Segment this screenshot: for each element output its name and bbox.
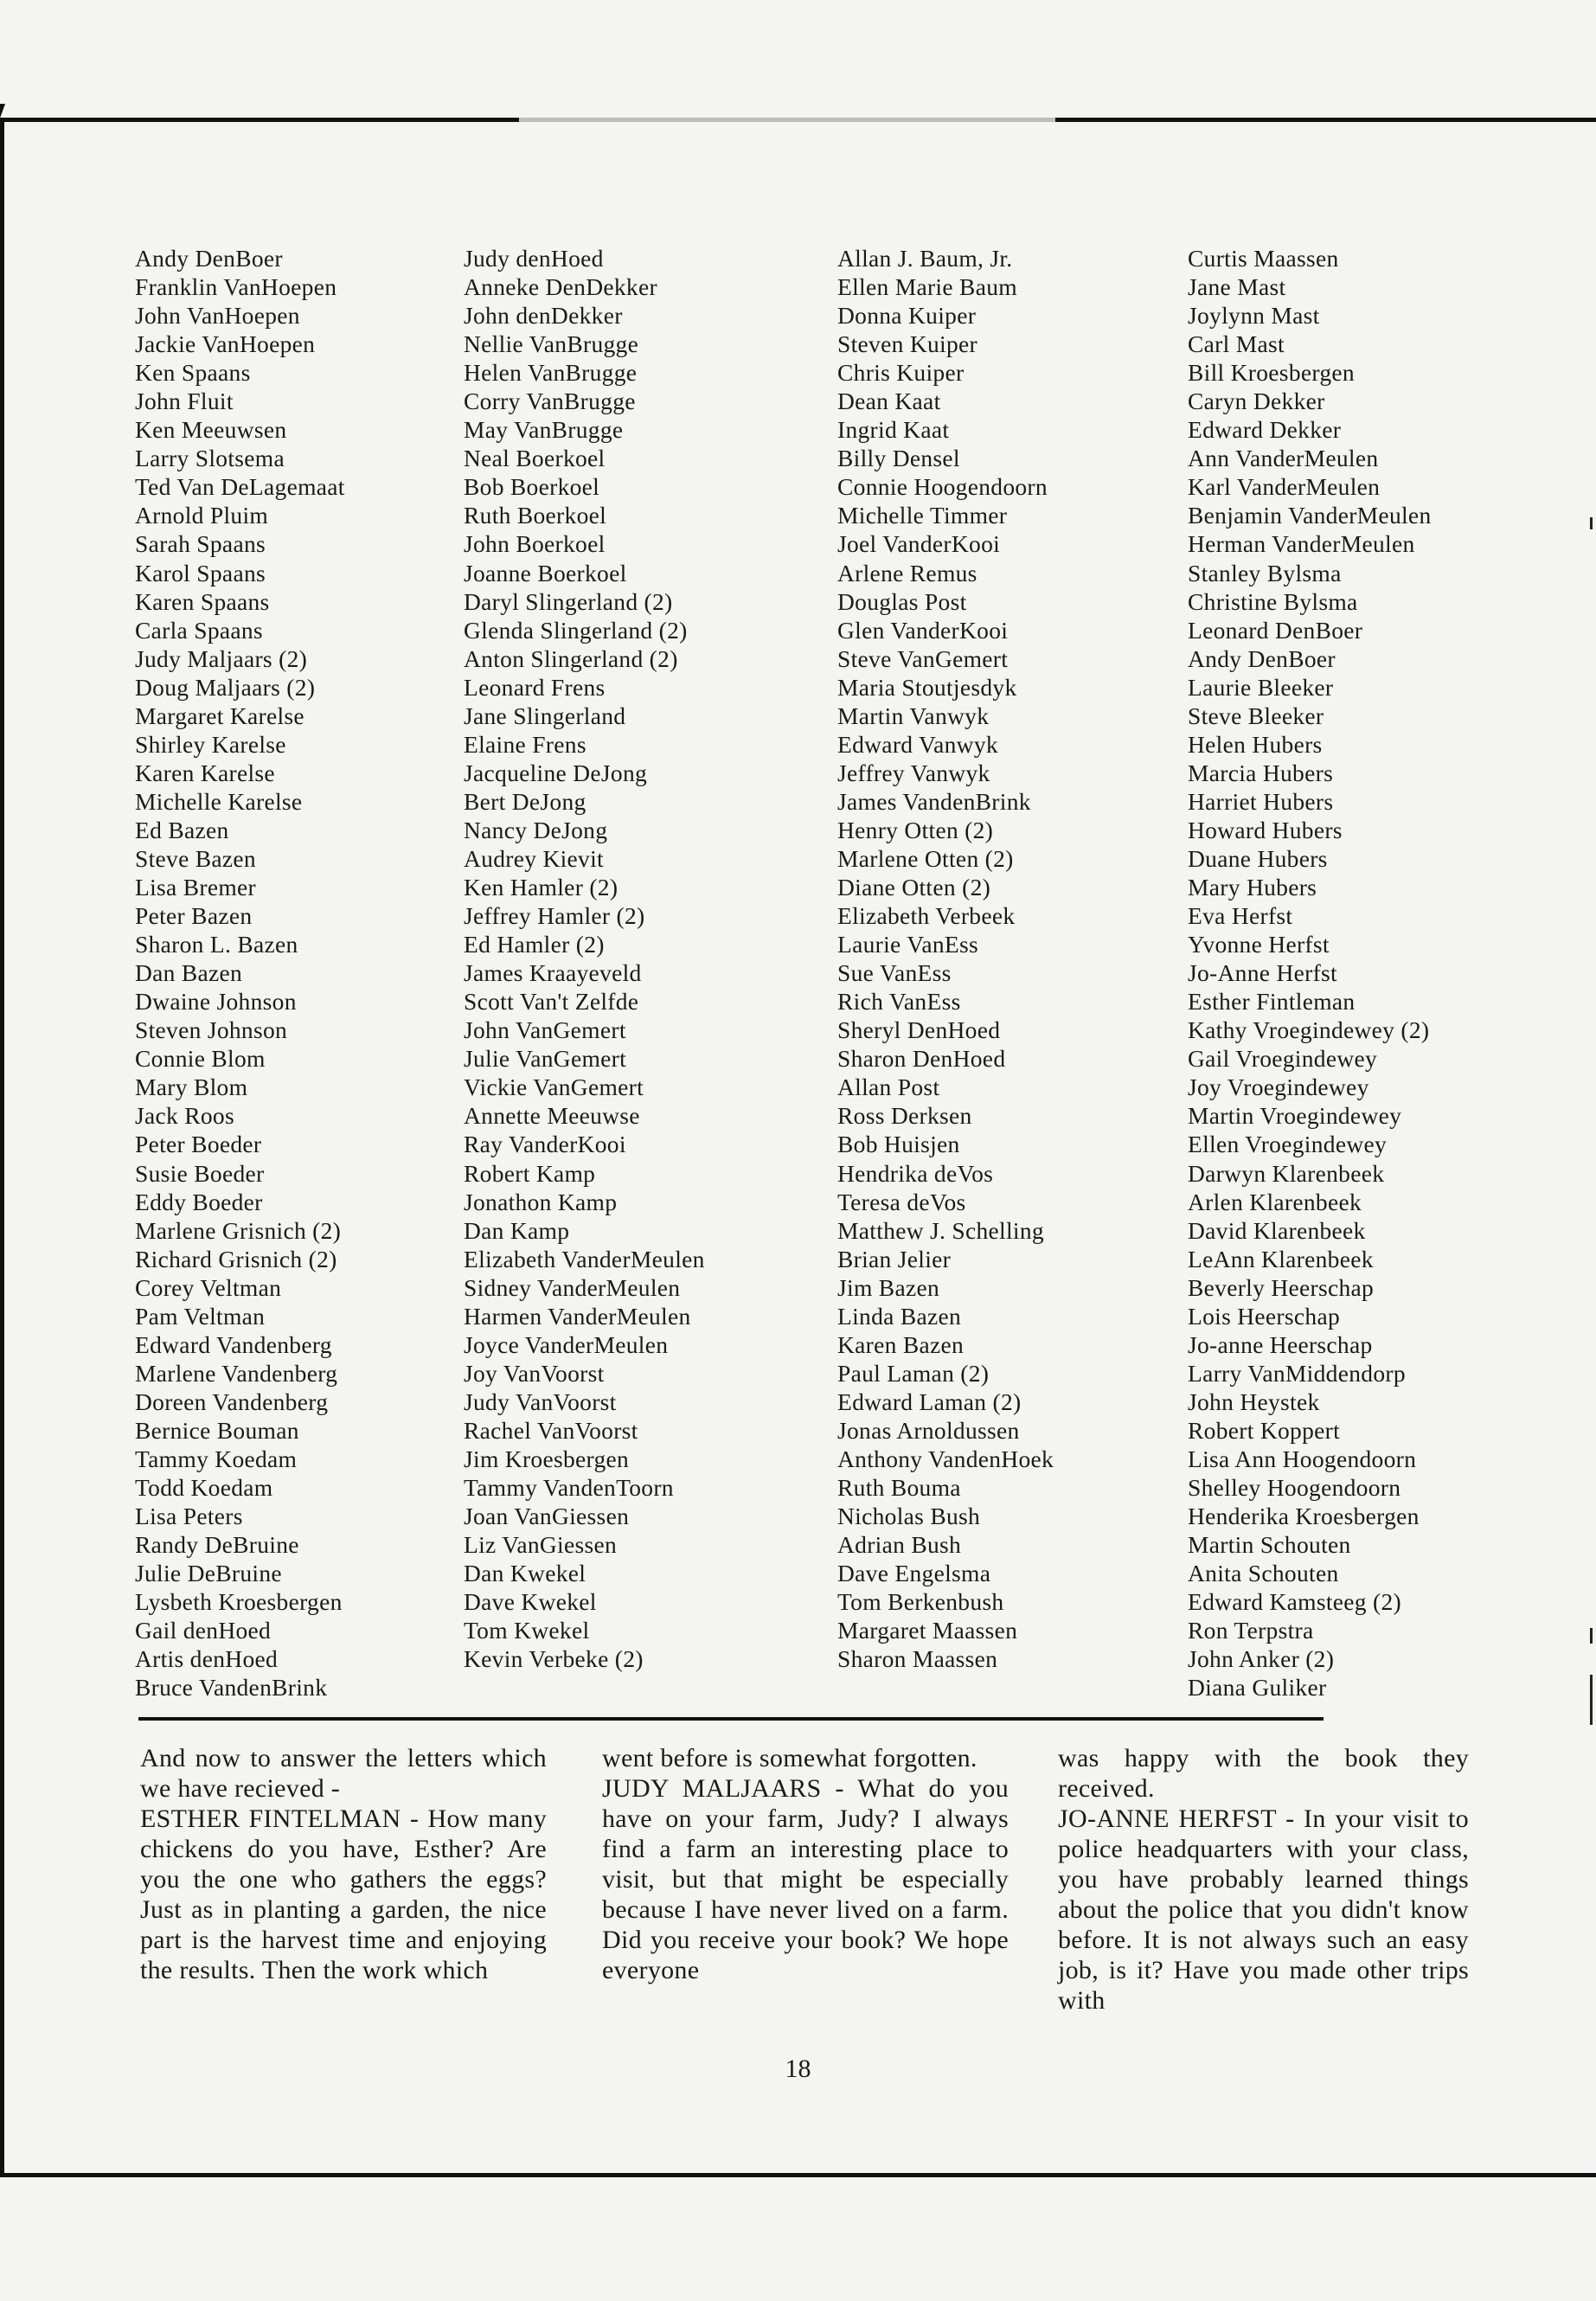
name-entry: Jacqueline DeJong: [464, 759, 648, 786]
name-entry: Ron Terpstra: [1188, 1617, 1314, 1644]
name-entry: Edward Vanwyk: [837, 730, 998, 758]
name-entry: Julie DeBruine: [135, 1560, 282, 1587]
name-entry: Steven Johnson: [135, 1016, 288, 1044]
name-entry: Arlen Klarenbeek: [1188, 1188, 1362, 1215]
page-border-left: [0, 118, 4, 2176]
name-entry: Lisa Ann Hoogendoorn: [1188, 1445, 1417, 1472]
name-entry: John Fluit: [135, 388, 234, 415]
name-entry: Stanley Bylsma: [1188, 559, 1342, 586]
name-column-1: [135, 244, 345, 1702]
name-column-3: [837, 244, 1054, 1673]
name-entry: Carla Spaans: [135, 616, 263, 644]
name-entry: Matthew J. Schelling: [837, 1216, 1044, 1244]
name-entry: Margaret Maassen: [837, 1617, 1018, 1644]
letters-column-1: [140, 1743, 547, 1985]
name-entry: Jo-Anne Herfst: [1188, 959, 1337, 987]
name-entry: Jack Roos: [135, 1102, 234, 1130]
name-entry: Jo-anne Heerschap: [1188, 1330, 1373, 1358]
name-entry: Margaret Karelse: [135, 702, 304, 729]
name-entry: Bill Kroesbergen: [1188, 359, 1355, 387]
name-entry: Donna Kuiper: [837, 302, 977, 330]
name-entry: Martin Vroegindewey: [1188, 1102, 1402, 1130]
letter-esther-continued: went before is somewhat forgotten.: [602, 1744, 977, 1772]
letter-judy-maljaars: JUDY MALJAARS - What do you have on your farm, Judy? I always find a farm an interesting place to visit, but that might be especially because I have never lived on a farm. Did you receive your book? We hope everyone: [602, 1774, 1009, 1984]
name-entry: Richard Grisnich (2): [135, 1245, 337, 1272]
name-entry: Ellen Vroegindewey: [1188, 1131, 1388, 1158]
name-entry: Todd Koedam: [135, 1474, 273, 1502]
name-entry: Esther Fintleman: [1188, 988, 1356, 1016]
name-entry: Edward Dekker: [1188, 416, 1342, 444]
name-entry: Sheryl DenHoed: [837, 1016, 1001, 1044]
name-entry: Jane Mast: [1188, 273, 1286, 301]
name-entry: Michelle Karelse: [135, 787, 303, 815]
name-entry: James Kraayeveld: [464, 959, 642, 987]
name-entry: Randy DeBruine: [135, 1531, 299, 1559]
name-entry: Paul Laman (2): [837, 1359, 990, 1387]
name-entry: Helen Hubers: [1188, 730, 1323, 758]
name-entry: Joylynn Mast: [1188, 302, 1320, 330]
name-entry: Edward Laman (2): [837, 1388, 1022, 1415]
name-entry: Ingrid Kaat: [837, 416, 950, 444]
name-entry: Glen VanderKooi: [837, 616, 1009, 644]
edge-mark: [1590, 1628, 1593, 1644]
page-border-top-faded: [519, 118, 1055, 122]
name-entry: Laurie VanEss: [837, 931, 979, 958]
name-entry: Gail Vroegindewey: [1188, 1045, 1378, 1073]
name-entry: Henry Otten (2): [837, 816, 994, 843]
name-entry: Dean Kaat: [837, 388, 941, 415]
name-entry: Hendrika deVos: [837, 1159, 994, 1187]
name-entry: Mary Hubers: [1188, 874, 1317, 901]
name-entry: Ross Derksen: [837, 1102, 972, 1130]
name-entry: Martin Schouten: [1188, 1531, 1351, 1559]
name-entry: Steve Bazen: [135, 844, 256, 872]
name-entry: Sidney VanderMeulen: [464, 1273, 681, 1301]
name-entry: Lisa Peters: [135, 1503, 243, 1530]
name-entry: Kathy Vroegindewey (2): [1188, 1016, 1430, 1044]
name-entry: Chris Kuiper: [837, 359, 965, 387]
letters-column-2: [602, 1743, 1009, 1985]
name-entry: Corry VanBrugge: [464, 388, 636, 415]
name-entry: Shelley Hoogendoorn: [1188, 1474, 1401, 1502]
name-entry: Jane Slingerland: [464, 702, 626, 729]
name-entry: Artis denHoed: [135, 1645, 279, 1673]
name-entry: Herman VanderMeulen: [1188, 530, 1415, 558]
name-entry: Bruce VandenBrink: [135, 1674, 328, 1702]
name-entry: Curtis Maassen: [1188, 245, 1339, 272]
name-entry: Karen Karelse: [135, 759, 275, 786]
name-entry: Steve Bleeker: [1188, 702, 1324, 729]
name-entry: Anita Schouten: [1188, 1560, 1339, 1587]
name-entry: Audrey Kievit: [464, 844, 604, 872]
name-entry: Helen VanBrugge: [464, 359, 638, 387]
name-entry: Ted Van DeLagemaat: [135, 473, 345, 501]
name-entry: Tom Kwekel: [464, 1617, 590, 1644]
name-entry: Bob Boerkoel: [464, 473, 600, 501]
name-entry: Nellie VanBrugge: [464, 330, 639, 358]
name-entry: Tammy Koedam: [135, 1445, 298, 1472]
name-entry: Edward Vandenberg: [135, 1330, 332, 1358]
name-entry: Bob Huisjen: [837, 1131, 960, 1158]
name-entry: Arnold Pluim: [135, 502, 269, 529]
name-entry: Jim Bazen: [837, 1273, 940, 1301]
name-entry: Marlene Otten (2): [837, 844, 1014, 872]
name-entry: Larry Slotsema: [135, 445, 285, 472]
name-entry: John VanHoepen: [135, 302, 300, 330]
name-entry: Vickie VanGemert: [464, 1074, 644, 1101]
name-entry: Teresa deVos: [837, 1188, 966, 1215]
name-entry: Joan VanGiessen: [464, 1503, 630, 1530]
name-entry: Leonard Frens: [464, 673, 606, 701]
name-entry: Bert DeJong: [464, 787, 586, 815]
name-entry: Franklin VanHoepen: [135, 273, 337, 301]
name-entry: Andy DenBoer: [135, 245, 283, 272]
name-entry: Howard Hubers: [1188, 816, 1343, 843]
name-entry: Dwaine Johnson: [135, 988, 297, 1016]
name-entry: Elizabeth VanderMeulen: [464, 1245, 705, 1272]
name-entry: Maria Stoutjesdyk: [837, 673, 1017, 701]
name-entry: Joanne Boerkoel: [464, 559, 627, 586]
name-entry: Ed Bazen: [135, 816, 229, 843]
name-entry: Ellen Marie Baum: [837, 273, 1017, 301]
name-entry: Steve VanGemert: [837, 644, 1009, 672]
name-entry: Tammy VandenToorn: [464, 1474, 674, 1502]
name-entry: Tom Berkenbush: [837, 1588, 1004, 1616]
edge-mark: [1590, 517, 1593, 529]
name-entry: Peter Boeder: [135, 1131, 262, 1158]
name-entry: Eddy Boeder: [135, 1188, 263, 1215]
name-entry: Neal Boerkoel: [464, 445, 606, 472]
name-entry: Joyce VanderMeulen: [464, 1330, 669, 1358]
name-entry: Dan Kwekel: [464, 1560, 586, 1587]
name-entry: Rachel VanVoorst: [464, 1416, 638, 1444]
name-entry: Daryl Slingerland (2): [464, 587, 673, 615]
name-entry: Karl VanderMeulen: [1188, 473, 1381, 501]
name-entry: Arlene Remus: [837, 559, 977, 586]
letters-column-3: [1058, 1743, 1469, 2016]
name-entry: Elaine Frens: [464, 730, 586, 758]
name-entry: Connie Hoogendoorn: [837, 473, 1048, 501]
name-entry: Carl Mast: [1188, 330, 1285, 358]
name-entry: Bernice Bouman: [135, 1416, 299, 1444]
name-entry: James VandenBrink: [837, 787, 1031, 815]
letter-esther-fintelman: ESTHER FINTELMAN - How many chickens do you have, Esther? Are you the one who gathers the eggs? Just as in planting a garden, the nice part is the harvest time and enjoying the results. Then the work which: [140, 1804, 547, 1984]
name-entry: Dave Kwekel: [464, 1588, 597, 1616]
name-entry: Larry VanMiddendorp: [1188, 1359, 1406, 1387]
name-entry: Annette Meeuwse: [464, 1102, 640, 1130]
name-entry: Elizabeth Verbeek: [837, 902, 1016, 930]
name-entry: Eva Herfst: [1188, 902, 1293, 930]
name-entry: Lisa Bremer: [135, 874, 256, 901]
name-entry: Sharon Maassen: [837, 1645, 998, 1673]
name-entry: Robert Koppert: [1188, 1416, 1341, 1444]
name-entry: David Klarenbeek: [1188, 1216, 1366, 1244]
name-entry: Marlene Grisnich (2): [135, 1216, 342, 1244]
name-entry: Jonathon Kamp: [464, 1188, 618, 1215]
name-entry: Joy VanVoorst: [464, 1359, 605, 1387]
name-entry: Nicholas Bush: [837, 1503, 981, 1530]
name-entry: Liz VanGiessen: [464, 1531, 618, 1559]
name-entry: Judy VanVoorst: [464, 1388, 617, 1415]
name-entry: Duane Hubers: [1188, 844, 1328, 872]
name-entry: May VanBrugge: [464, 416, 624, 444]
name-entry: Sharon DenHoed: [837, 1045, 1006, 1073]
name-entry: Judy denHoed: [464, 245, 604, 272]
name-entry: Ruth Bouma: [837, 1474, 961, 1502]
name-entry: Ed Hamler (2): [464, 931, 605, 958]
name-entry: Sarah Spaans: [135, 530, 266, 558]
name-entry: Leonard DenBoer: [1188, 616, 1363, 644]
name-entry: Ken Meeuwsen: [135, 416, 287, 444]
name-column-2: [464, 244, 705, 1673]
letter-jo-anne-herfst: JO-ANNE HERFST - In your visit to police headquarters with your class, you have probably learned things about the police that you didn't know before. It is not always such an easy job, is it? Have you made other trips with: [1058, 1804, 1469, 2015]
name-entry: Henderika Kroesbergen: [1188, 1503, 1420, 1530]
name-entry: Doug Maljaars (2): [135, 673, 316, 701]
name-entry: Jeffrey Vanwyk: [837, 759, 990, 786]
name-entry: Martin Vanwyk: [837, 702, 990, 729]
name-entry: Adrian Bush: [837, 1531, 962, 1559]
name-entry: Sue VanEss: [837, 959, 952, 987]
name-entry: Lois Heerschap: [1188, 1302, 1341, 1330]
name-entry: Allan J. Baum, Jr.: [837, 245, 1013, 272]
name-column-4: [1188, 244, 1432, 1702]
name-entry: Julie VanGemert: [464, 1045, 627, 1073]
name-entry: Joel VanderKooi: [837, 530, 1001, 558]
name-entry: Caryn Dekker: [1188, 388, 1325, 415]
name-entry: Susie Boeder: [135, 1159, 265, 1187]
name-entry: Christine Bylsma: [1188, 587, 1358, 615]
name-entry: Karen Bazen: [837, 1330, 965, 1358]
name-entry: Laurie Bleeker: [1188, 673, 1334, 701]
name-entry: Dan Bazen: [135, 959, 243, 987]
name-entry: Nancy DeJong: [464, 816, 608, 843]
name-entry: Joy Vroegindewey: [1188, 1074, 1369, 1101]
name-entry: Pam Veltman: [135, 1302, 266, 1330]
name-entry: Ken Hamler (2): [464, 874, 619, 901]
name-entry: Peter Bazen: [135, 902, 253, 930]
name-entry: Karen Spaans: [135, 587, 270, 615]
name-entry: Harriet Hubers: [1188, 787, 1334, 815]
name-entry: Ann VanderMeulen: [1188, 445, 1379, 472]
name-entry: Marlene Vandenberg: [135, 1359, 338, 1387]
name-entry: Benjamin VanderMeulen: [1188, 502, 1432, 529]
name-entry: John Boerkoel: [464, 530, 606, 558]
name-entry: Beverly Heerschap: [1188, 1273, 1375, 1301]
name-entry: Mary Blom: [135, 1074, 248, 1101]
name-entry: Lysbeth Kroesbergen: [135, 1588, 343, 1616]
name-entry: Glenda Slingerland (2): [464, 616, 688, 644]
edge-mark: [1590, 1675, 1593, 1725]
name-entry: Allan Post: [837, 1074, 940, 1101]
name-entry: John VanGemert: [464, 1016, 626, 1044]
name-entry: Steven Kuiper: [837, 330, 977, 358]
name-entry: Edward Kamsteeg (2): [1188, 1588, 1401, 1616]
name-entry: Kevin Verbeke (2): [464, 1645, 644, 1673]
section-divider: [138, 1717, 1324, 1721]
name-entry: Dave Engelsma: [837, 1560, 991, 1587]
name-entry: Ken Spaans: [135, 359, 251, 387]
name-entry: Robert Kamp: [464, 1159, 596, 1187]
name-entry: Scott Van't Zelfde: [464, 988, 639, 1016]
name-entry: Anthony VandenHoek: [837, 1445, 1054, 1472]
name-entry: Andy DenBoer: [1188, 644, 1336, 672]
name-entry: Michelle Timmer: [837, 502, 1008, 529]
name-entry: Billy Densel: [837, 445, 960, 472]
name-entry: Judy Maljaars (2): [135, 644, 308, 672]
name-entry: LeAnn Klarenbeek: [1188, 1245, 1374, 1272]
page-border-bottom: [0, 2173, 1596, 2177]
name-entry: Darwyn Klarenbeek: [1188, 1159, 1385, 1187]
name-entry: Jeffrey Hamler (2): [464, 902, 645, 930]
name-entry: Yvonne Herfst: [1188, 931, 1330, 958]
letter-judy-continued: was happy with the book they received.: [1058, 1744, 1469, 1803]
name-entry: Shirley Karelse: [135, 730, 286, 758]
name-entry: John denDekker: [464, 302, 623, 330]
name-entry: Gail denHoed: [135, 1617, 272, 1644]
name-entry: Anneke DenDekker: [464, 273, 657, 301]
name-entry: Karol Spaans: [135, 559, 266, 586]
name-entry: Doreen Vandenberg: [135, 1388, 329, 1415]
name-entry: Anton Slingerland (2): [464, 644, 678, 672]
letters-intro: And now to answer the letters which we have recieved -: [140, 1744, 547, 1803]
name-entry: Douglas Post: [837, 587, 967, 615]
page-number: 18: [785, 2054, 811, 2083]
name-entry: Jim Kroesbergen: [464, 1445, 630, 1472]
name-entry: Dan Kamp: [464, 1216, 570, 1244]
name-entry: Harmen VanderMeulen: [464, 1302, 691, 1330]
name-entry: Diana Guliker: [1188, 1674, 1327, 1702]
name-entry: Ray VanderKooi: [464, 1131, 626, 1158]
name-entry: Connie Blom: [135, 1045, 266, 1073]
name-entry: Diane Otten (2): [837, 874, 991, 901]
name-entry: Ruth Boerkoel: [464, 502, 607, 529]
name-entry: Rich VanEss: [837, 988, 961, 1016]
page-corner-mark: [0, 104, 21, 140]
name-entry: Marcia Hubers: [1188, 759, 1334, 786]
name-entry: Sharon L. Bazen: [135, 931, 298, 958]
name-entry: Linda Bazen: [837, 1302, 962, 1330]
name-entry: John Anker (2): [1188, 1645, 1335, 1673]
name-entry: Corey Veltman: [135, 1273, 282, 1301]
name-entry: Brian Jelier: [837, 1245, 952, 1272]
name-entry: Jonas Arnoldussen: [837, 1416, 1020, 1444]
name-entry: Jackie VanHoepen: [135, 330, 316, 358]
name-entry: John Heystek: [1188, 1388, 1320, 1415]
